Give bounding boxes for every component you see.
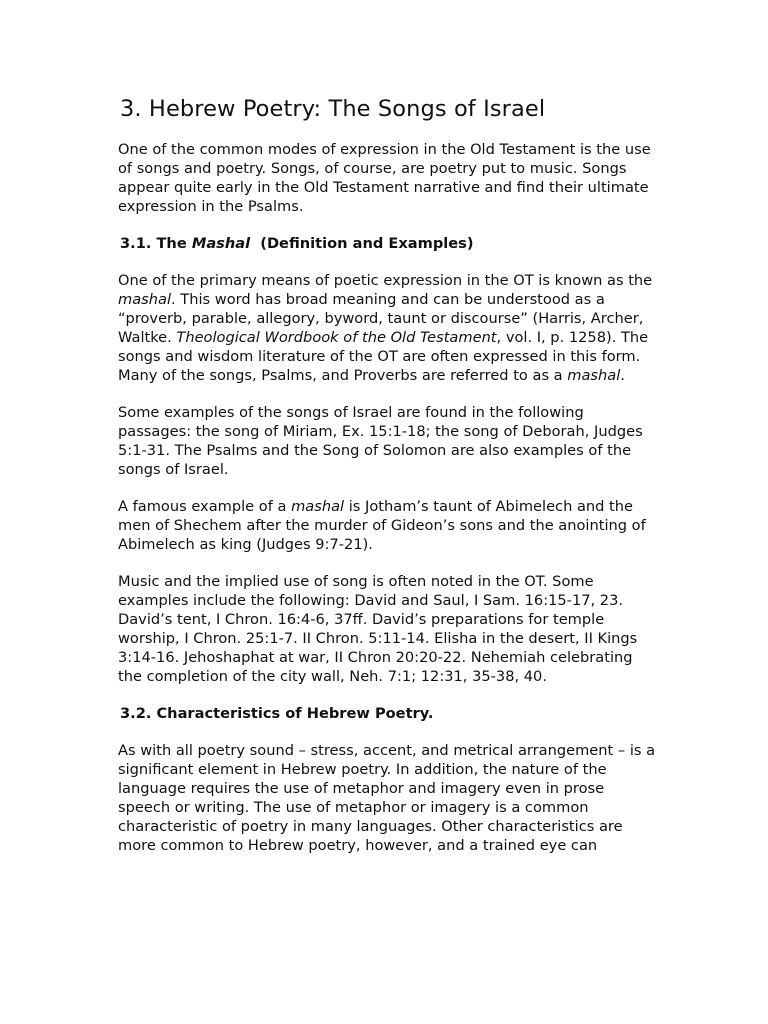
spacer — [114, 686, 658, 704]
spacer — [114, 385, 658, 403]
document-title: 3. Hebrew Poetry: The Songs of Israel — [120, 96, 546, 122]
section-heading-mashal — [120, 234, 658, 253]
intro-paragraph: One of the common modes of expression in the Old Testament is the use of songs and poetry. Songs, of course, are poetry put to music. Songs appear quite early in the Old Testament narrative and find their ultimate expression in the Psalms. — [118, 141, 651, 215]
mashal-definition-paragraph — [114, 271, 658, 385]
text-run: A famous example of a — [118, 498, 292, 515]
heading-text: (Definition and Examples) — [250, 235, 474, 252]
text-run: One of the primary means of poetic expression in the OT is known as the — [118, 272, 653, 289]
spacer — [114, 554, 658, 572]
spacer — [114, 723, 658, 741]
text-run: is Jotham’s taunt of Abimelech and the men of Shechem after the murder of Gideon’s sons and the anointing of Abimelech as king (Judges 9:7-21). — [118, 498, 646, 553]
spacer — [114, 479, 658, 497]
spacer — [114, 124, 658, 140]
characteristics-paragraph: As with all poetry sound – stress, accent, and metrical arrangement – is a significant element in Hebrew poetry. In addition, the nature of the language requires the use of metaphor and imagery even in prose speech or writing. The use of metaphor or imagery is a common characteristic of poetry in many languages. Other characteristics are more common to Hebrew poetry, however, and a trained eye can — [118, 742, 656, 854]
songs-examples-paragraph: Some examples of the songs of Israel are found in the following passages: the song of Miriam, Ex. 15:1-18; the song of Deborah, Judges 5:1-31. The Psalms and the Song of Solomon are also examples of the songs of Israel. — [118, 404, 643, 478]
text-run: . — [620, 367, 625, 384]
italic-term: mashal — [567, 367, 621, 384]
section-heading-characteristics: 3.2. Characteristics of Hebrew Poetry. — [120, 705, 434, 722]
text-run: , vol. I, p. 1258). The songs and wisdom literature of the OT are often expressed in this form. Many of the songs, Psalms, and Proverbs are referred to as a — [118, 329, 649, 384]
book-title: Theological Wordbook of the Old Testament — [176, 329, 497, 346]
text-run: . This word has broad meaning and can be understood as a “proverb, parable, allegory, byword, taunt or discourse” (Harris, Archer, Waltke. — [118, 291, 644, 346]
heading-text: 3.1. The — [120, 235, 192, 252]
jotham-paragraph — [114, 497, 658, 554]
italic-term: mashal — [118, 291, 172, 308]
spacer — [114, 216, 658, 234]
music-references-paragraph: Music and the implied use of song is often noted in the OT. Some examples include the following: David and Saul, I Sam. 16:15-17, 23. David’s tent, I Chron. 16:4-6, 37ff. David’s preparations for temple worship, I Chron. 25:1-7. II Chron. 5:11-14. Elisha in the desert, II Kings 3:14-16. Jehoshaphat at war, II Chron 20:20-22. Nehemiah celebrating the completion of the city wall, Neh. 7:1; 12:31, 35-38, 40. — [118, 573, 638, 685]
spacer — [114, 253, 658, 271]
italic-term: mashal — [291, 498, 345, 515]
heading-italic-text: Mashal — [191, 235, 251, 252]
